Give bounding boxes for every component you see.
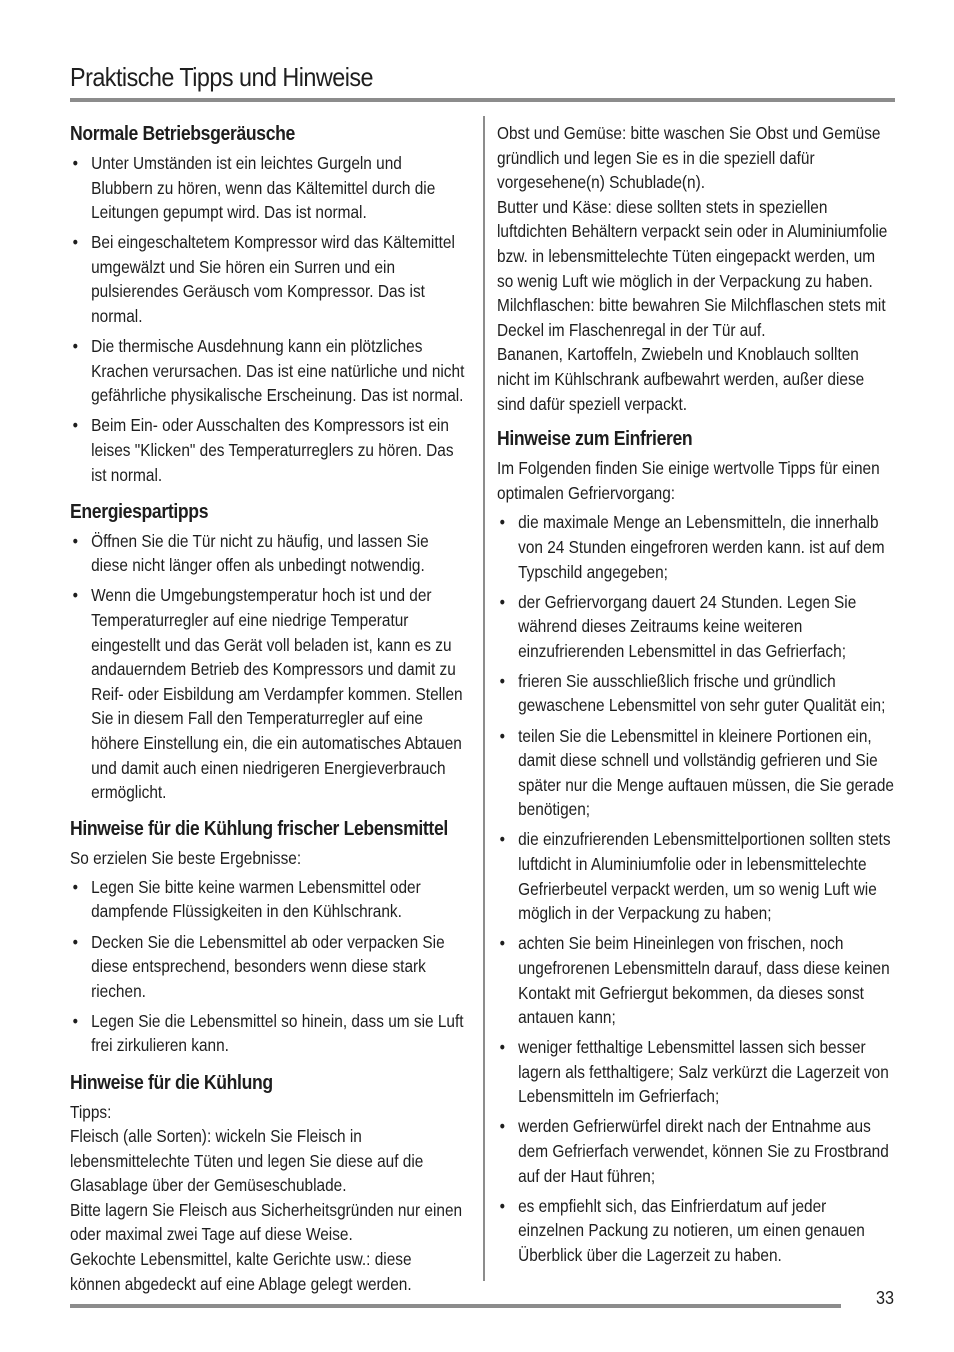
list-item: • es empfiehlt sich, das Einfrierdatum auf jeder einzelnen Packung zu notieren, um einen genauen Überblick über die Lagerzeit zu haben. — [497, 1194, 895, 1268]
list-item: • der Gefriervorgang dauert 24 Stunden. Legen Sie während dieses Zeitraums keine weiteren einzufrierenden Lebensmittel in das Gefrierfach; — [497, 590, 895, 664]
list-item: • Decken Sie die Lebensmittel ab oder verpacken Sie diese entsprechend, besonders wenn diese stark riechen. — [70, 930, 466, 1004]
cooling-paragraph: Fleisch (alle Sorten): wickeln Sie Fleisch in lebensmittelechte Tüten und legen Sie diese auf die Glasablage über der Gemüseschublade. — [70, 1126, 424, 1196]
list-item: • Unter Umständen ist ein leichtes Gurgeln und Blubbern zu hören, wenn das Kältemittel durch die Leitungen gepumpt wird. Das ist normal. — [70, 151, 466, 225]
storage-paragraph: Obst und Gemüse: bitte waschen Sie Obst und Gemüse gründlich und legen Sie es in die speziell dafür vorgesehene(n) Schublade(n). — [497, 123, 881, 193]
energy-list — [70, 529, 466, 805]
list-item: • die maximale Menge an Lebensmitteln, die innerhalb von 24 Stunden eingefroren werden kann. ist auf dem Typschild angegeben; — [497, 510, 895, 584]
right-column — [497, 121, 895, 1273]
section-heading-fresh-food: Hinweise für die Kühlung frischer Lebensmittel — [70, 818, 448, 841]
list-item: • Wenn die Umgebungstemperatur hoch ist und der Temperaturregler auf eine niedrige Temperatur eingestellt und das Gerät voll beladen ist, kann es zu andauerndem Betrieb des Kompressors und damit zu Reif- oder Eisbildung am Verdampfer kommen. Stellen Sie in diesem Fall den Temperaturregler auf eine höhere Einstellung ein, die ein automatisches Abtauen und damit auch einen niedrigeren Energieverbrauch ermöglicht. — [70, 583, 466, 804]
storage-paragraph: Bananen, Kartoffeln, Zwiebeln und Knoblauch sollten nicht im Kühlschrank aufbewahrt werden, außer diese sind dafür speziell verpackt. — [497, 344, 865, 414]
section-heading-energy: Energiespartipps — [70, 500, 209, 523]
cooling-paragraph: Tipps: — [70, 1101, 112, 1122]
list-item: • Öffnen Sie die Tür nicht zu häufig, und lassen Sie diese nicht länger offen als unbedingt notwendig. — [70, 529, 466, 578]
page-number: 33 — [876, 1288, 895, 1308]
list-item: • Die thermische Ausdehnung kann ein plötzliches Krachen verursachen. Das ist eine natürliche und nicht gefährliche physikalische Erscheinung. Das ist normal. — [70, 334, 466, 408]
storage-paragraph: Milchflaschen: bitte bewahren Sie Milchflaschen stets mit Deckel im Flaschenregal in der Tür auf. — [497, 295, 886, 340]
page-title: Praktische Tipps und Hinweise — [70, 62, 374, 92]
fresh-food-list — [70, 875, 466, 1058]
freezing-intro: Im Folgenden finden Sie einige wertvolle Tipps für einen optimalen Gefriervorgang: — [497, 458, 880, 503]
left-column — [70, 121, 466, 1296]
storage-paragraph: Butter und Käse: diese sollten stets in speziellen luftdichten Behältern verpackt sein oder in Aluminiumfolie bzw. in lebensmittelechte Tüten eingepackt werden, um so wenig Luft wie möglich in der Verpackung zu haben. — [497, 196, 888, 291]
list-item: • die einzufrierenden Lebensmittelportionen sollten stets luftdicht in Aluminiumfolie oder in lebensmittelechte Gefrierbeutel verpackt werden, um so wenig Luft wie möglich in der Verpackung zu haben; — [497, 827, 895, 925]
list-item: • Legen Sie bitte keine warmen Lebensmittel oder dampfende Flüssigkeiten in den Kühlschrank. — [70, 875, 466, 924]
footer-rule — [70, 1304, 841, 1308]
section-heading-freezing: Hinweise zum Einfrieren — [497, 428, 693, 451]
freezing-list — [497, 510, 895, 1267]
list-item: • Bei eingeschaltetem Kompressor wird das Kältemittel umgewälzt und Sie hören ein Surren und ein pulsierendes Geräusch vom Kompressor. Das ist normal. — [70, 230, 466, 328]
section-heading-noises: Normale Betriebsgeräusche — [70, 123, 295, 145]
list-item: • teilen Sie die Lebensmittel in kleinere Portionen ein, damit diese schnell und vollständig gefrieren und Sie später nur die Menge auftauen müssen, die Sie gerade benötigen; — [497, 724, 895, 822]
cooling-paragraph: Bitte lagern Sie Fleisch aus Sicherheitsgründen nur einen oder maximal zwei Tage auf diese Weise. — [70, 1199, 463, 1245]
noises-list — [70, 151, 466, 487]
column-divider — [483, 116, 485, 1281]
section-heading-cooling: Hinweise für die Kühlung — [70, 1071, 273, 1094]
list-item: • Beim Ein- oder Ausschalten des Kompressors ist ein leises "Klicken" des Temperaturreglers zu hören. Das ist normal. — [70, 413, 466, 487]
list-item: • Legen Sie die Lebensmittel so hinein, dass um sie Luft frei zirkulieren kann. — [70, 1009, 466, 1058]
list-item: • weniger fetthaltige Lebensmittel lassen sich besser lagern als fetthaltigere; Salz verkürzt die Lagerzeit von Lebensmitteln im Gefrierfach; — [497, 1035, 895, 1109]
cooling-paragraph: Gekochte Lebensmittel, kalte Gerichte usw.: diese können abgedeckt auf eine Ablage gelegt werden. — [70, 1249, 412, 1294]
list-item: • achten Sie beim Hineinlegen von frischen, noch ungefrorenen Lebensmitteln darauf, dass diese keinen Kontakt mit Gefriergut bekommen, da dieses sonst antauen kann; — [497, 931, 895, 1029]
list-item: • werden Gefrierwürfel direkt nach der Entnahme aus dem Gefrierfach verwendet, können Sie zu Frostbrand auf der Haut führen; — [497, 1114, 895, 1188]
list-item: • frieren Sie ausschließlich frische und gründlich gewaschene Lebensmittel von sehr guter Qualität ein; — [497, 669, 895, 718]
title-rule — [70, 98, 895, 102]
fresh-food-intro: So erzielen Sie beste Ergebnisse: — [70, 848, 302, 869]
